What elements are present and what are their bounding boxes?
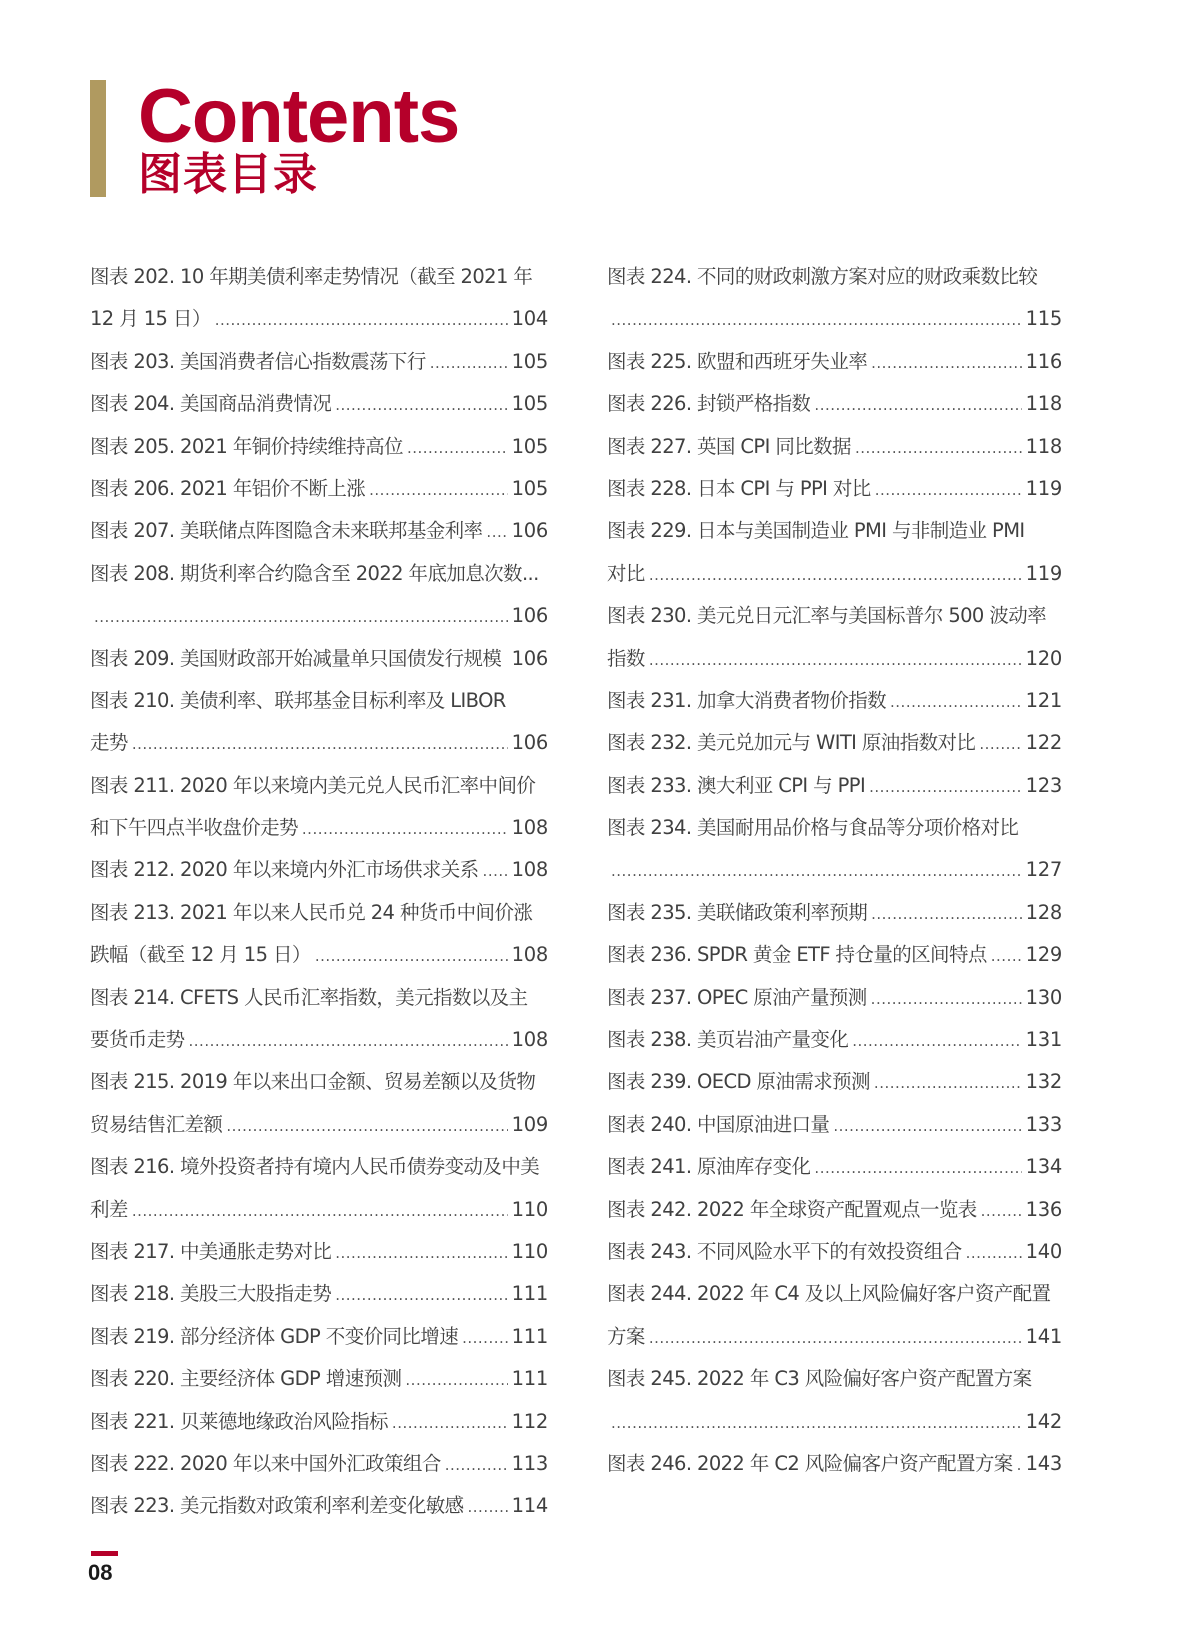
toc-right-column	[607, 256, 1062, 1485]
toc-entry[interactable]	[90, 1104, 548, 1146]
toc-entry-title: 图表 217. 中美通胀走势对比	[90, 1239, 332, 1263]
toc-entry-title-line	[90, 256, 548, 298]
dot-leader	[871, 978, 1022, 1020]
toc-entry-title-line	[90, 977, 548, 1019]
dot-leader	[814, 1147, 1021, 1189]
toc-entry[interactable]	[607, 1443, 1062, 1485]
toc-entry-title: 图表 240. 中国原油进口量	[607, 1112, 830, 1136]
toc-page-number: 114	[511, 1494, 548, 1518]
toc-page-number: 134	[1025, 1155, 1062, 1179]
toc-entry[interactable]	[90, 468, 548, 510]
toc-entry[interactable]	[607, 1061, 1062, 1103]
toc-entry-title: 图表 223. 美元指数对政策利率利差变化敏感	[90, 1494, 464, 1518]
toc-page-number: 120	[1025, 646, 1062, 670]
toc-page-number: 136	[1025, 1197, 1062, 1221]
toc-entry-title: 图表 204. 美国商品消费情况	[90, 392, 332, 416]
dot-leader	[132, 1190, 508, 1232]
toc-entry[interactable]	[607, 468, 1062, 510]
toc-entry-title-line	[607, 256, 1062, 298]
toc-page-number: 129	[1025, 943, 1062, 967]
toc-entry[interactable]	[90, 595, 548, 637]
toc-entry[interactable]	[90, 1189, 548, 1231]
toc-entry[interactable]	[90, 510, 548, 552]
dot-leader	[462, 1317, 508, 1359]
toc-page-number: 143	[1025, 1451, 1062, 1475]
toc-page-number: 113	[511, 1451, 548, 1475]
toc-entry-title-line	[90, 680, 548, 722]
dot-leader	[189, 1020, 508, 1062]
toc-entry[interactable]	[90, 1401, 548, 1443]
toc-page-number: 119	[1025, 476, 1062, 500]
toc-entry[interactable]	[607, 892, 1062, 934]
toc-page-number: 108	[511, 1028, 548, 1052]
toc-entry-title: 图表 244. 2022 年 C4 及以上风险偏好客户资产配置	[607, 1282, 1051, 1306]
toc-entry-title: 图表 239. OECD 原油需求预测	[607, 1070, 870, 1094]
toc-entry-title: 图表 228. 日本 CPI 与 PPI 对比	[607, 476, 871, 500]
toc-entry[interactable]	[607, 638, 1062, 680]
toc-entry[interactable]	[607, 849, 1062, 891]
toc-entry[interactable]	[607, 341, 1062, 383]
toc-entry-title: 图表 229. 日本与美国制造业 PMI 与非制造业 PMI	[607, 519, 1025, 543]
toc-entry[interactable]	[90, 1443, 548, 1485]
toc-entry-title: 图表 226. 封锁严格指数	[607, 392, 811, 416]
toc-entry[interactable]	[90, 1019, 548, 1061]
toc-page-number: 109	[511, 1112, 548, 1136]
toc-entry-title: 要货币走势	[90, 1028, 185, 1052]
toc-page-number: 133	[1025, 1112, 1062, 1136]
dot-leader	[132, 723, 508, 765]
toc-entry-title: 图表 213. 2021 年以来人民币兑 24 种货币中间价涨	[90, 900, 533, 924]
toc-entry[interactable]	[607, 553, 1062, 595]
toc-entry[interactable]	[607, 1019, 1062, 1061]
toc-entry-title-line	[607, 510, 1062, 552]
toc-entry-title: 图表 227. 英国 CPI 同比数据	[607, 434, 851, 458]
toc-entry-title: 和下午四点半收盘价走势	[90, 816, 298, 840]
dot-leader	[991, 935, 1022, 977]
toc-entry-title: 图表 237. OPEC 原油产量预测	[607, 985, 867, 1009]
dot-leader	[315, 935, 508, 977]
toc-page-number: 131	[1025, 1028, 1062, 1052]
toc-page-number: 110	[511, 1197, 548, 1221]
dot-leader	[649, 639, 1022, 681]
toc-entry-title: 图表 232. 美元兑加元与 WITI 原油指数对比	[607, 731, 976, 755]
toc-page-number: 123	[1025, 773, 1062, 797]
toc-entry-title: 图表 211. 2020 年以来境内美元兑人民币汇率中间价	[90, 773, 536, 797]
toc-entry-title: 图表 241. 原油库存变化	[607, 1155, 811, 1179]
toc-page-number: 122	[1025, 731, 1062, 755]
toc-page-number: 118	[1025, 392, 1062, 416]
toc-entry[interactable]	[90, 638, 548, 680]
toc-entry-title: 图表 225. 欧盟和西班牙失业率	[607, 349, 868, 373]
page-number: 08	[88, 1560, 113, 1585]
dot-leader	[966, 1232, 1022, 1274]
dot-leader	[335, 1274, 507, 1316]
toc-entry-title: 图表 243. 不同风险水平下的有效投资组合	[607, 1239, 962, 1263]
toc-entry[interactable]	[607, 934, 1062, 976]
toc-entry-title: 12 月 15 日）	[90, 307, 211, 331]
toc-page-number: 106	[511, 646, 548, 670]
toc-entry-title-line	[607, 1273, 1062, 1315]
toc-page-number: 119	[1025, 561, 1062, 585]
dot-leader	[486, 511, 507, 553]
title-english: Contents	[138, 74, 460, 159]
toc-entry-title-line	[90, 1061, 548, 1103]
toc-page-number: 105	[511, 434, 548, 458]
page-number-accent-bar	[91, 1551, 118, 1556]
toc-entry-title: 图表 210. 美债利率、联邦基金目标利率及 LIBOR	[90, 688, 506, 712]
dot-leader	[871, 342, 1022, 384]
toc-entry[interactable]	[607, 383, 1062, 425]
toc-entry-title: 图表 216. 境外投资者持有境内人民币债券变动及中美	[90, 1155, 540, 1179]
toc-entry-title-line	[90, 765, 548, 807]
toc-page-number: 142	[1025, 1409, 1062, 1433]
toc-page-number: 121	[1025, 688, 1062, 712]
toc-page-number: 116	[1025, 349, 1062, 373]
toc-page-number: 106	[511, 604, 548, 628]
dot-leader	[875, 469, 1022, 511]
toc-entry[interactable]	[90, 1316, 548, 1358]
toc-entry[interactable]	[607, 765, 1062, 807]
dot-leader	[855, 427, 1022, 469]
toc-entry[interactable]	[90, 807, 548, 849]
toc-entry-title: 图表 208. 期货利率合约隐含至 2022 年底加息次数...	[90, 561, 539, 585]
toc-entry[interactable]	[607, 680, 1062, 722]
dot-leader	[430, 342, 508, 384]
toc-entry-title: 图表 207. 美联储点阵图隐含未来联邦基金利率	[90, 519, 483, 543]
toc-page-number: 128	[1025, 900, 1062, 924]
toc-page-number: 111	[511, 1324, 548, 1348]
toc-entry-title: 图表 209. 美国财政部开始减量单只国债发行规模	[90, 646, 502, 670]
dot-leader	[468, 1486, 508, 1528]
toc-entry-title: 图表 222. 2020 年以来中国外汇政策组合	[90, 1451, 441, 1475]
toc-page-number: 110	[511, 1239, 548, 1263]
toc-entry-title-line	[607, 807, 1062, 849]
dot-leader	[649, 1317, 1022, 1359]
dot-leader	[369, 469, 508, 511]
toc-entry[interactable]	[90, 849, 548, 891]
toc-entry-title-line	[90, 1146, 548, 1188]
dot-leader	[649, 554, 1022, 596]
toc-page-number: 105	[511, 476, 548, 500]
toc-left-column	[90, 256, 548, 1528]
dot-leader	[979, 723, 1021, 765]
toc-entry-title: 图表 245. 2022 年 C3 风险偏好客户资产配置方案	[607, 1367, 1032, 1391]
dot-leader	[981, 1190, 1022, 1232]
toc-entry-title-line	[607, 1358, 1062, 1400]
toc-entry[interactable]	[90, 1485, 548, 1527]
toc-entry-title: 图表 212. 2020 年以来境内外汇市场供求关系	[90, 858, 479, 882]
toc-entry-title: 图表 234. 美国耐用品价格与食品等分项价格对比	[607, 816, 1019, 840]
toc-entry-title: 图表 220. 主要经济体 GDP 增速预测	[90, 1367, 402, 1391]
toc-entry[interactable]	[90, 341, 548, 383]
toc-entry[interactable]	[607, 722, 1062, 764]
toc-entry[interactable]	[607, 1104, 1062, 1146]
toc-entry-title: 图表 221. 贝莱德地缘政治风险指标	[90, 1409, 388, 1433]
dot-leader	[611, 1402, 1022, 1444]
toc-entry[interactable]	[90, 1273, 548, 1315]
toc-entry-title: 图表 218. 美股三大股指走势	[90, 1282, 332, 1306]
dot-leader	[94, 596, 508, 638]
toc-entry-title: 图表 230. 美元兑日元汇率与美国标普尔 500 波动率	[607, 604, 1047, 628]
dot-leader	[871, 893, 1022, 935]
toc-entry[interactable]	[607, 1189, 1062, 1231]
dot-leader	[407, 427, 508, 469]
toc-entry-title-line	[607, 595, 1062, 637]
toc-page-number: 108	[511, 943, 548, 967]
toc-page-number: 111	[511, 1282, 548, 1306]
dot-leader	[483, 850, 508, 892]
toc-page-number: 132	[1025, 1070, 1062, 1094]
toc-page-number: 115	[1025, 307, 1062, 331]
toc-entry[interactable]	[607, 298, 1062, 340]
dot-leader	[874, 1062, 1022, 1104]
toc-entry-title: 图表 242. 2022 年全球资产配置观点一览表	[607, 1197, 977, 1221]
toc-entry-title: 图表 205. 2021 年铜价持续维持高位	[90, 434, 403, 458]
toc-entry-title: 图表 203. 美国消费者信心指数震荡下行	[90, 349, 426, 373]
toc-entry-title: 图表 236. SPDR 黄金 ETF 持仓量的区间特点	[607, 943, 987, 967]
dot-leader	[445, 1444, 508, 1486]
toc-page-number: 108	[511, 816, 548, 840]
toc-entry[interactable]	[90, 934, 548, 976]
toc-entry-title: 图表 233. 澳大利亚 CPI 与 PPI	[607, 773, 866, 797]
toc-entry-title: 图表 224. 不同的财政刺激方案对应的财政乘数比较	[607, 265, 1038, 288]
toc-entry-title-line	[90, 892, 548, 934]
toc-page-number: 108	[511, 858, 548, 882]
dot-leader	[405, 1359, 507, 1401]
toc-entry-title: 图表 231. 加拿大消费者物价指数	[607, 688, 887, 712]
dot-leader	[890, 681, 1022, 723]
toc-entry-title: 图表 238. 美页岩油产量变化	[607, 1028, 849, 1052]
toc-entry[interactable]	[607, 977, 1062, 1019]
toc-entry-title: 图表 206. 2021 年铝价不断上涨	[90, 476, 366, 500]
toc-page-number: 105	[511, 392, 548, 416]
toc-page-number: 105	[511, 349, 548, 373]
toc-entry-title: 跌幅（截至 12 月 15 日）	[90, 943, 311, 967]
dot-leader	[335, 1232, 507, 1274]
contents-header	[90, 74, 460, 200]
toc-entry[interactable]	[607, 1146, 1062, 1188]
toc-entry-title: 指数	[607, 646, 645, 670]
toc-page-number: 130	[1025, 985, 1062, 1009]
dot-leader	[852, 1020, 1021, 1062]
toc-page-number: 106	[511, 731, 548, 755]
toc-page-number: 140	[1025, 1239, 1062, 1263]
toc-entry-title: 图表 246. 2022 年 C2 风险偏客户资产配置方案	[607, 1451, 1013, 1475]
toc-page-number: 112	[511, 1409, 548, 1433]
dot-leader	[611, 850, 1022, 892]
toc-entry-title: 图表 235. 美联储政策利率预期	[607, 900, 868, 924]
toc-entry[interactable]	[90, 298, 548, 340]
dot-leader	[302, 808, 508, 850]
toc-entry-title: 对比	[607, 561, 645, 585]
toc-entry[interactable]	[607, 1316, 1062, 1358]
dot-leader	[392, 1402, 508, 1444]
toc-page-number: 104	[511, 307, 548, 331]
dot-leader	[833, 1105, 1021, 1147]
toc-entry[interactable]	[90, 383, 548, 425]
toc-entry[interactable]	[90, 1231, 548, 1273]
toc-entry-title: 走势	[90, 731, 128, 755]
dot-leader	[1017, 1444, 1022, 1486]
toc-page-number: 127	[1025, 858, 1062, 882]
dot-leader	[869, 766, 1022, 808]
dot-leader	[335, 384, 507, 426]
dot-leader	[226, 1105, 507, 1147]
toc-page-number: 106	[511, 519, 548, 543]
dot-leader	[814, 384, 1021, 426]
toc-entry-title: 图表 215. 2019 年以来出口金额、贸易差额以及货物	[90, 1070, 536, 1094]
toc-entry[interactable]	[90, 722, 548, 764]
toc-entry[interactable]	[90, 426, 548, 468]
toc-entry-title-line	[90, 553, 548, 595]
toc-entry-title: 图表 214. CFETS 人民币汇率指数，美元指数以及主	[90, 985, 528, 1009]
title-chinese: 图表目录	[138, 149, 318, 200]
toc-entry-title: 贸易结售汇差额	[90, 1112, 223, 1136]
toc-page-number: 118	[1025, 434, 1062, 458]
toc-entry[interactable]	[607, 1401, 1062, 1443]
toc-entry[interactable]	[607, 426, 1062, 468]
toc-entry[interactable]	[607, 1231, 1062, 1273]
toc-entry-title: 图表 219. 部分经济体 GDP 不变价同比增速	[90, 1324, 459, 1348]
toc-entry-title: 利差	[90, 1197, 128, 1221]
dot-leader	[611, 299, 1022, 341]
toc-page-number: 141	[1025, 1324, 1062, 1348]
toc-entry-title: 方案	[607, 1324, 645, 1348]
dot-leader	[215, 299, 508, 341]
toc-page-number: 111	[511, 1367, 548, 1391]
toc-entry[interactable]	[90, 1358, 548, 1400]
toc-entry-title: 图表 202. 10 年期美债利率走势情况（截至 2021 年	[90, 265, 533, 288]
